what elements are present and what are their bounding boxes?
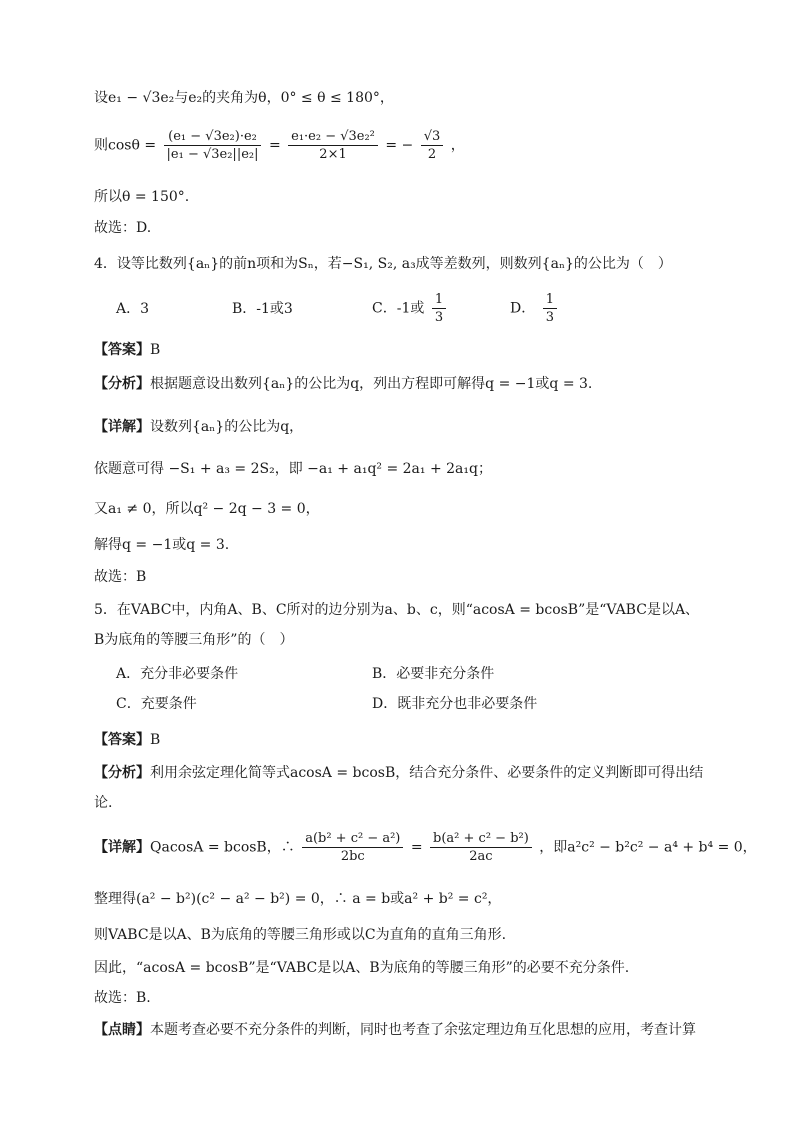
q4-detail-tag: 【详解】 [94,419,150,435]
q5-frac2-den: 2ac [469,849,493,864]
q5-comment-text: 本题考查必要不充分条件的判断，同时也考查了余弦定理边角互化思想的应用，考查计算 [150,1022,696,1038]
q4-option-c [372,291,449,326]
q5-analysis-text: 利用余弦定理化简等式acosA = bcosB，结合充分条件、必要条件的定义判断即可得出结 [150,765,704,781]
q3-eq1: = [268,137,281,154]
q5-frac1-num: a(b² + c² − a²) [302,830,403,848]
q5-fraction-1 [302,830,403,865]
q3-choice: 故选：D. [94,220,152,236]
q5-stem-line-1: 5．在VABC中，内角A、B、C所对的边分别为a、b、c，则“acosA = bcosB”是“VABC是以A、 [94,602,700,618]
q4-analysis-text: 根据题意设出数列{aₙ}的公比为q，列出方程即可解得q = −1或q = 3. [150,376,593,392]
q5-stem-line-2: B为底角的等腰三角形”的（ ） [94,632,294,648]
q3-fraction-3 [421,128,444,163]
q5-comment [94,1020,696,1040]
q5-detail-line-3: 因此，“acosA = bcosB”是“VABC是以A、B为底角的等腰三角形”的必要不充分条件. [94,960,630,976]
q3-frac1-num: (e₁ − √3e₂)·e₂ [164,128,262,146]
q5-detail-line-1: 整理得(a² − b²)(c² − a² − b²) = 0，∴ a = b或a² + b² = c²， [94,891,502,907]
q5-analysis-tag: 【分析】 [94,765,150,781]
q4-stem: 4．设等比数列{aₙ}的前n项和为Sₙ，若−S₁, S₂, a₃成等差数列，则数列{aₙ}的公比为（ ） [94,256,672,272]
q5-option-a: A．充分非必要条件 [116,666,239,682]
q5-frac2-num: b(a² + c² − b²) [430,830,532,848]
q4-option-d-prefix: D． [510,300,536,317]
q3-frac1-den: |e₁ − √3e₂||e₂| [166,147,259,162]
q5-option-c: C．充要条件 [116,696,197,712]
q5-analysis-line-1 [94,763,703,783]
q4-detail-line-1: 依题意可得 −S₁ + a₃ = 2S₂，即 −a₁ + a₁q² = 2a₁ + 2a₁q； [94,461,492,477]
q5-detail-tag: 【详解】 [94,839,150,856]
q4-option-d-den: 3 [545,310,554,325]
q3-fraction-2 [288,128,378,163]
q4-answer-tag: 【答案】 [94,342,150,358]
q5-eq: = [410,839,423,856]
q3-cosine-formula [94,128,465,163]
q4-option-a: A．3 [116,301,150,317]
q5-fraction-2 [430,830,532,865]
q5-comment-tag: 【点睛】 [94,1022,150,1038]
q5-answer [94,730,160,750]
q3-fraction-1 [164,128,262,163]
q5-detail-line-2: 则VABC是以A、B为底角的等腰三角形或以C为直角的直角三角形. [94,927,507,943]
q4-option-c-den: 3 [434,310,444,325]
q4-option-d [510,291,560,326]
q5-option-d: D．既非充分也非必要条件 [372,696,538,712]
q4-option-d-num: 1 [543,291,557,309]
q5-detail-prefix: QacosA = bcosB，∴ [150,839,295,856]
q4-option-d-fraction [543,291,557,326]
q3-angle-setup: 设e₁ − √3e₂与e₂的夹角为θ，0° ≤ θ ≤ 180°， [94,90,394,106]
q3-frac2-den: 2×1 [319,147,347,162]
q5-analysis-line-2: 论. [94,795,113,811]
q3-theta-result: 所以θ = 150°. [94,189,190,205]
q4-detail-line-2: 又a₁ ≠ 0，所以q² − 2q − 3 = 0， [94,501,320,517]
q4-detail-text: 设数列{aₙ}的公比为q， [150,419,304,435]
q3-eq2: = − [385,137,414,154]
q3-frac3-num: √3 [421,128,444,146]
q5-choice: 故选：B. [94,990,151,1006]
q5-detail-suffix: ，即a²c² − b²c² − a⁴ + b⁴ = 0， [539,839,757,856]
q4-detail [94,417,303,437]
q5-answer-tag: 【答案】 [94,732,150,748]
q4-option-b: B．-1或3 [232,301,293,317]
q4-detail-line-3: 解得q = −1或q = 3. [94,537,230,553]
q5-answer-value: B [150,732,161,748]
q3-cos-prefix: 则cosθ = [94,137,157,154]
q5-detail [94,830,757,865]
q5-option-b: B．必要非充分条件 [372,666,495,682]
q3-frac2-num: e₁·e₂ − √3e₂² [288,128,378,146]
q4-option-c-num: 1 [432,291,446,309]
q4-answer [94,340,160,360]
q4-option-c-prefix: C．-1或 [372,300,425,317]
q5-frac1-den: 2bc [340,849,365,864]
q4-analysis [94,374,592,394]
q4-analysis-tag: 【分析】 [94,376,150,392]
q4-answer-value: B [150,342,161,358]
q4-option-c-fraction [432,291,446,326]
q4-choice: 故选：B [94,569,147,585]
q3-cos-suffix: ， [450,137,465,154]
q3-frac3-den: 2 [427,147,437,162]
